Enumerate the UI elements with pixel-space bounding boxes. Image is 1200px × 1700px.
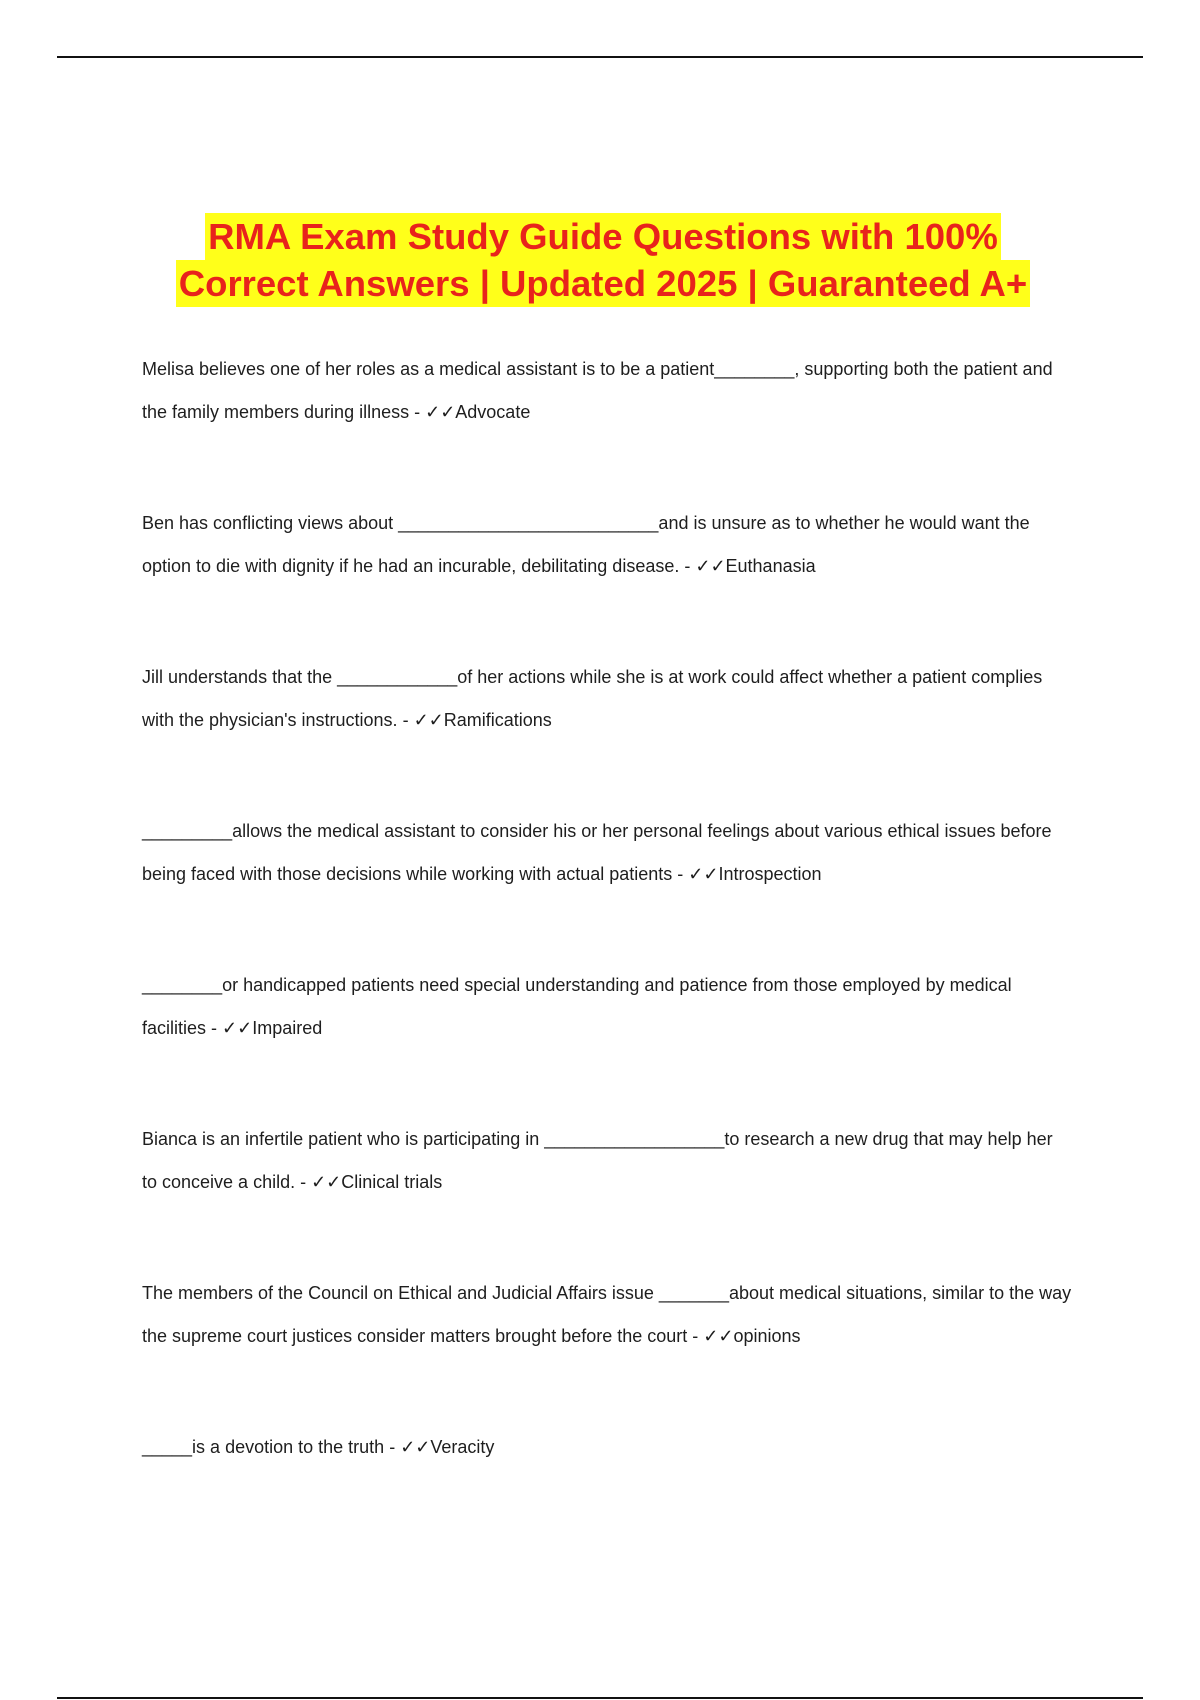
question-text: Jill understands that the ____________of her actions while she is at work could affect whether a patient complies with the physician's instructions.: [142, 667, 1043, 730]
question-text: Ben has conflicting views about __________________________and is unsure as to whether he would want the option to die with dignity if he had an incurable, debilitating disease.: [142, 513, 1030, 576]
title-line-2: Correct Answers | Updated 2025 | Guaranteed A+: [176, 260, 1030, 307]
answer-text: Clinical trials: [341, 1171, 443, 1192]
qa-item-2: [142, 502, 1072, 587]
separator: -: [679, 555, 696, 576]
separator: -: [295, 1171, 312, 1192]
question-text: Melisa believes one of her roles as a medical assistant is to be a patient________, supporting both the patient and the family members during illness: [142, 359, 1053, 422]
qa-item-6: [142, 1118, 1072, 1203]
double-check-icon: ✓✓: [400, 1437, 431, 1457]
qa-item-5: [142, 964, 1072, 1049]
double-check-icon: ✓✓: [413, 709, 444, 730]
separator: -: [206, 1017, 223, 1038]
qa-item-8: [142, 1426, 1072, 1469]
double-check-icon: ✓✓: [311, 1171, 342, 1192]
qa-item-4: [142, 810, 1072, 895]
separator: -: [672, 863, 689, 884]
question-list: [142, 348, 1072, 1469]
question-text: Bianca is an infertile patient who is participating in __________________to research a new drug that may help her to conceive a child.: [142, 1129, 1053, 1192]
title-line-1: RMA Exam Study Guide Questions with 100%: [205, 213, 1001, 260]
question-text: _________allows the medical assistant to consider his or her personal feelings about various ethical issues before being faced with those decisions while working with actual patients: [142, 821, 1052, 884]
answer-text: Advocate: [455, 401, 531, 422]
qa-item-3: [142, 656, 1072, 741]
double-check-icon: ✓✓: [688, 863, 719, 884]
question-text: The members of the Council on Ethical and Judicial Affairs issue _______about medical situations, similar to the way the supreme court justices consider matters brought before the court: [142, 1283, 1072, 1346]
answer-text: Euthanasia: [725, 555, 816, 576]
double-check-icon: ✓✓: [703, 1325, 734, 1346]
separator: -: [409, 401, 426, 422]
answer-text: Veracity: [430, 1437, 495, 1457]
qa-item-7: [142, 1272, 1072, 1357]
answer-text: Impaired: [252, 1017, 323, 1038]
answer-text: Ramifications: [443, 709, 552, 730]
separator: -: [397, 709, 414, 730]
answer-text: Introspection: [718, 863, 822, 884]
answer-text: opinions: [733, 1325, 801, 1346]
separator: -: [687, 1325, 704, 1346]
double-check-icon: ✓✓: [222, 1017, 253, 1038]
double-check-icon: ✓✓: [425, 401, 456, 422]
double-check-icon: ✓✓: [695, 555, 726, 576]
footer-rule: [57, 1697, 1143, 1699]
separator: -: [384, 1437, 401, 1457]
document-title: [140, 213, 1066, 307]
question-text: ________or handicapped patients need special understanding and patience from those employed by medical facilities: [142, 975, 1012, 1038]
question-text: _____is a devotion to the truth: [142, 1437, 385, 1457]
header-rule: [57, 56, 1143, 58]
qa-item-1: [142, 348, 1072, 433]
